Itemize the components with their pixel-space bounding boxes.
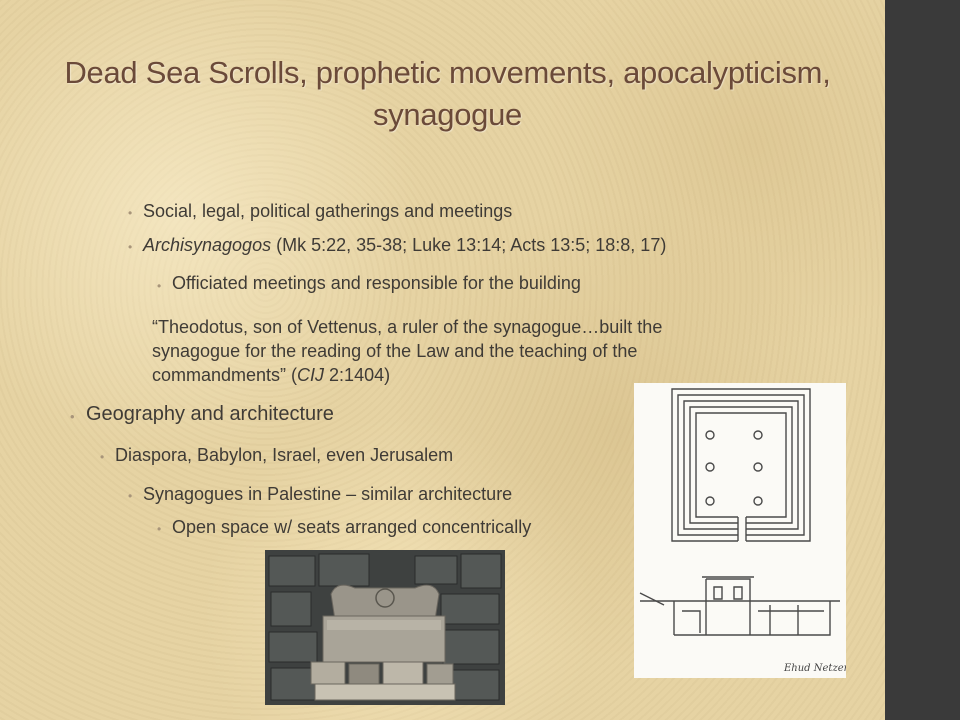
bullet-social: Social, legal, political gatherings and meetings <box>143 201 513 221</box>
floor-plan-drawing <box>634 383 846 678</box>
stone-seat-photo <box>265 550 505 705</box>
bullet-icon: • <box>128 240 133 254</box>
quote-line-3-start: commandments” ( <box>152 365 298 385</box>
bullet-palestine: Synagogues in Palestine – similar architecture <box>143 484 513 504</box>
bullet-officiated: Officiated meetings and responsible for the building <box>172 273 581 293</box>
archisynagogos-term: Archisynagogos <box>143 235 272 255</box>
bullet-open-space: Open space w/ seats arranged concentrically <box>172 517 532 537</box>
bullet-icon: • <box>100 450 105 464</box>
bullet-diaspora: Diaspora, Babylon, Israel, even Jerusalem <box>115 445 454 465</box>
stone-seat-drawing <box>265 550 505 705</box>
quote-line-1: “Theodotus, son of Vettenus, a ruler of the synagogue…built the <box>152 317 663 337</box>
bullet-geography: Geography and architecture <box>86 403 334 425</box>
slide-title <box>20 52 875 136</box>
archisynagogos-refs: (Mk 5:22, 35-38; Luke 13:14; Acts 13:5; 18:8, 17) <box>271 235 667 255</box>
theodotus-quote <box>152 315 802 387</box>
bullet-icon: • <box>157 279 162 293</box>
bullet-icon: • <box>128 206 133 220</box>
bullet-icon: • <box>157 522 162 536</box>
bullet-archisynagogos <box>143 235 666 256</box>
bullet-icon: • <box>128 489 133 503</box>
quote-line-3-end: 2:1404) <box>324 365 391 385</box>
sidebar-panel <box>885 0 960 720</box>
quote-citation: CIJ <box>297 365 325 385</box>
title-line-2: synagogue <box>373 97 522 132</box>
synagogue-floor-plan-image <box>634 383 846 678</box>
floor-plan-caption: Ehud Netzer <box>784 663 846 674</box>
quote-line-2: synagogue for the reading of the Law and the teaching of the <box>152 341 638 361</box>
bullet-icon: • <box>70 409 75 424</box>
title-line-1: Dead Sea Scrolls, prophetic movements, apocalypticism, <box>64 55 831 90</box>
